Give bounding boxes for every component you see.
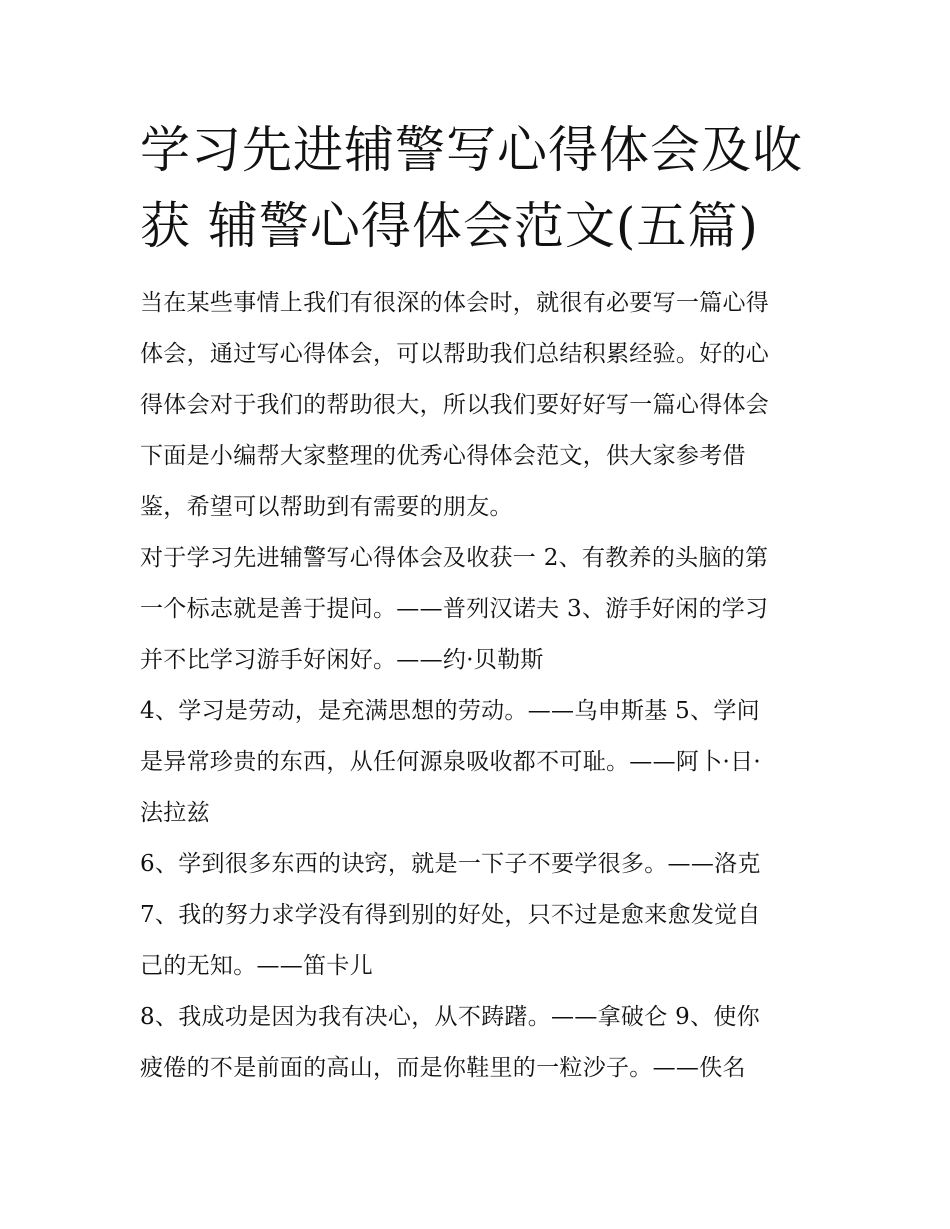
body-text-line: 6、学到很多东西的诀窍，就是一下子不要学很多。——洛克 bbox=[140, 851, 761, 877]
body-text-line: 体会，通过写心得体会，可以帮助我们总结积累经验。好的心 bbox=[140, 341, 770, 367]
body-text-line: 4、学习是劳动，是充满思想的劳动。——乌申斯基 5、学问 bbox=[140, 698, 760, 724]
body-text-line: 一个标志就是善于提问。——普列汉诺夫 3、游手好闲的学习 bbox=[140, 596, 769, 622]
body-text-line: 法拉兹 bbox=[140, 800, 210, 826]
body-text-line: 鉴，希望可以帮助到有需要的朋友。 bbox=[140, 494, 513, 520]
body-text-line: 当在某些事情上我们有很深的体会时，就很有必要写一篇心得 bbox=[140, 290, 770, 316]
body-text-line: 对于学习先进辅警写心得体会及收获一 2、有教养的头脑的第 bbox=[140, 545, 769, 571]
body-text-line: 是异常珍贵的东西，从任何源泉吸收都不可耻。——阿卜·日· bbox=[140, 749, 762, 775]
body-text-line: 7、我的努力求学没有得到别的好处，只不过是愈来愈发觉自 bbox=[140, 902, 761, 928]
document-title bbox=[140, 112, 830, 264]
body-text-line: 疲倦的不是前面的高山，而是你鞋里的一粒沙子。——佚名 bbox=[140, 1055, 746, 1081]
body-text-line: 己的无知。——笛卡儿 bbox=[140, 953, 373, 979]
body-text-line: 得体会对于我们的帮助很大，所以我们要好好写一篇心得体会 bbox=[140, 392, 770, 418]
document-page bbox=[140, 112, 830, 1094]
body-text-line: 8、我成功是因为我有决心，从不踌躇。——拿破仑 9、使你 bbox=[140, 1004, 760, 1030]
title-line: 获 辅警心得体会范文(五篇) bbox=[140, 197, 759, 255]
document-body bbox=[140, 278, 830, 1094]
title-line: 学习先进辅警写心得体会及收 bbox=[140, 121, 803, 179]
body-text-line: 并不比学习游手好闲好。——约·贝勒斯 bbox=[140, 647, 544, 673]
body-text-line: 下面是小编帮大家整理的优秀心得体会范文，供大家参考借 bbox=[140, 443, 746, 469]
